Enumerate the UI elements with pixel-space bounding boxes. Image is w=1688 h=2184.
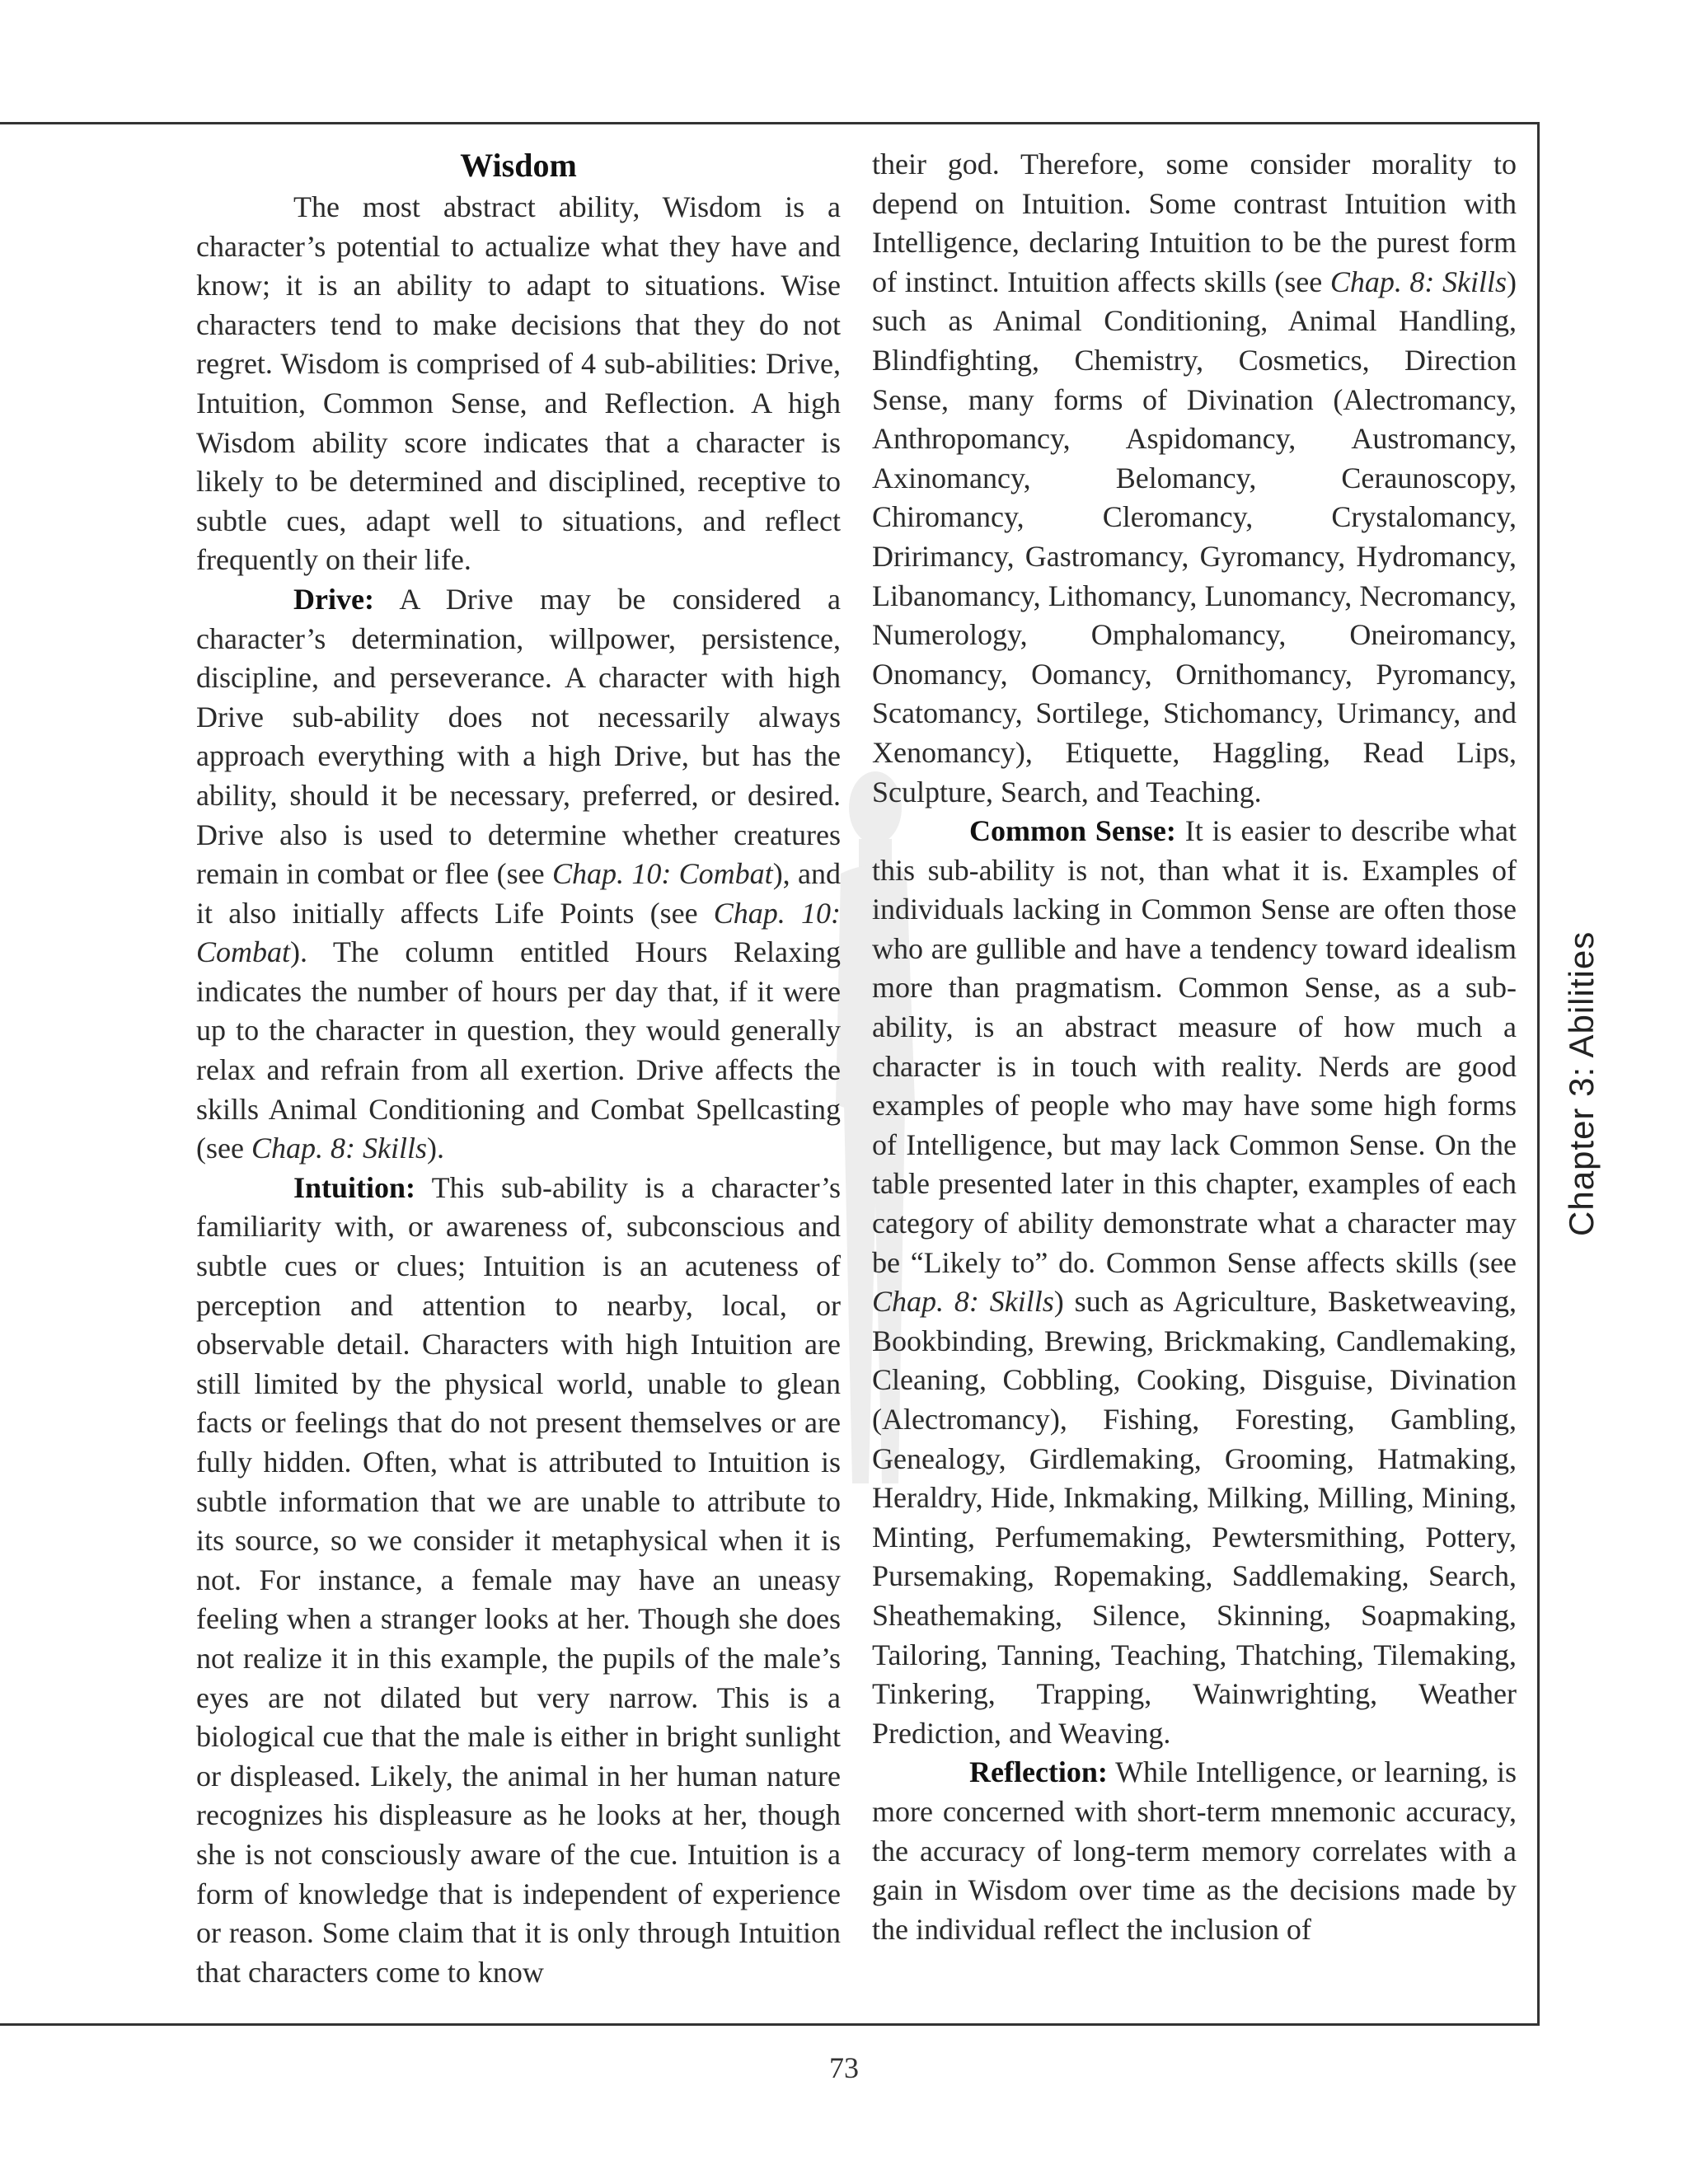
drive-text-a: A Drive may be considered a character’s determination, willpower, persistence, discipline, and perseverance. A character with high Drive sub-ability does not necessarily always approach everything with a high Drive, but has the ability, should it be necessary, preferred, or desired. Drive also is used to determine whether creatures remain in combat or flee (see bbox=[196, 582, 841, 891]
common-sense-ref-skills: Chap. 8: Skills bbox=[872, 1285, 1054, 1319]
chapter-title: Chapter 3: Abilities bbox=[1562, 930, 1601, 1236]
right-column bbox=[872, 145, 1517, 1991]
drive-paragraph bbox=[196, 580, 841, 1169]
intuition-continued-paragraph bbox=[872, 145, 1517, 812]
common-sense-text-b: ) such as Agriculture, Basketweaving, Bookbinding, Brewing, Brickmaking, Candlemaking, Cleaning, Cobbling, Cooking, Disguise, Divination (Alectromancy), Fishing, Foresting, Gambling, Genealogy, Girdlemaking, Grooming, Hatmaking, Heraldry, Hide, Inkmaking, Milking, Milling, Mining, Minting, Perfumemaking, Pewtersmithing, Pottery, Pursemaking, Ropemaking, Saddlemaking, Search, Sheathemaking, Silence, Skinning, Soapmaking, Tailoring, Tanning, Teaching, Thatching, Tilemaking, Tinkering, Trapping, Wainwrighting, Weather Prediction, and Weaving. bbox=[872, 1285, 1517, 1750]
drive-ref-skills: Chap. 8: Skills bbox=[251, 1132, 427, 1165]
intuition-label: Intuition: bbox=[293, 1170, 416, 1204]
common-sense-paragraph bbox=[872, 812, 1517, 1753]
drive-label: Drive: bbox=[293, 582, 374, 616]
intuition-text: This sub-ability is a character’s familiarity with, or awareness of, subconscious and subtle cues or clues; Intuition is an acuteness of perception and attention to nearby, local, or observable detail. Characters with high Intuition are still limited by the physical world, unable to glean facts or feelings that do not present themselves or are fully hidden. Often, what is attributed to Intuition is subtle information that we are unable to attribute to its source, so we consider it metaphysical when it is not. For instance, a female may have an uneasy feeling when a stranger looks at her. Though she does not realize it in this example, the pupils of the male’s eyes are not dilated but very narrow. This is a biological cue that the male is either in bright sunlight or displeased. Likely, the animal in her human nature recognizes his displeasure as he looks at her, though she is not consciously aware of the cue. Intuition is a form of knowledge that is independent of experience or reason. Some claim that it is only through Intuition that characters come to know bbox=[196, 1170, 841, 1989]
common-sense-text-a: It is easier to describe what this sub-ability is not, than what it is. Examples of individuals lacking in Common Sense are often those who are gullible and have a tendency toward idealism more than pragmatism. Common Sense, as a sub-ability, is an abstract measure of how much a character is in touch with reality. Nerds are good examples of people who may have some high forms of Intelligence, but may lack Common Sense. On the table presented later in this chapter, examples of each category of ability demonstrate what a character may be “Likely to” do. Common Sense affects skills (see bbox=[872, 814, 1517, 1279]
drive-text-c: ). The column entitled Hours Relaxing indicates the number of hours per day that, if it were up to the character in question, they would generally relax and refrain from all exertion. Drive affects the skills Animal Conditioning and Combat Spellcasting (see bbox=[196, 935, 841, 1165]
reflection-label: Reflection: bbox=[969, 1755, 1108, 1789]
drive-text-d: ). bbox=[426, 1132, 444, 1165]
intuition-cont-a: their god. Therefore, some consider morality to depend on Intuition. Some contrast Intuition with Intelligence, declaring Intuition to be the purest form of instinct. Intuition affects skills (see bbox=[872, 148, 1517, 298]
intuition-cont-b: ) such as Animal Conditioning, Animal Handling, Blindfighting, Chemistry, Cosmetics, Direction Sense, many forms of Divination (Alectromancy, Anthropomancy, Aspidomancy, Austromancy, Axinomancy, Belomancy, Ceraunoscopy, Chiromancy, Cleromancy, Crystalomancy, Dririmancy, Gastromancy, Gyromancy, Hydromancy, Libanomancy, Lithomancy, Lunomancy, Necromancy, Numerology, Omphalomancy, Oneiromancy, Onomancy, Oomancy, Ornithomancy, Pyromancy, Scatomancy, Sortilege, Stichomancy, Urimancy, and Xenomancy), Etiquette, Haggling, Read Lips, Sculpture, Search, and Teaching. bbox=[872, 265, 1517, 808]
drive-ref-combat-1: Chap. 10: Combat bbox=[551, 857, 773, 891]
drive-text-b: ), and it also initially affects Life Points (see bbox=[196, 857, 842, 930]
left-column bbox=[196, 145, 841, 1991]
section-heading: Wisdom bbox=[460, 147, 577, 184]
reflection-paragraph bbox=[872, 1753, 1517, 1949]
reflection-text: While Intelligence, or learning, is more concerned with short-term mnemonic accuracy, the accuracy of long-term memory correlates with a gain in Wisdom over time as the decisions made by the individual reflect the inclusion of bbox=[872, 1755, 1517, 1946]
common-sense-label: Common Sense: bbox=[969, 814, 1176, 848]
intuition-ref-skills: Chap. 8: Skills bbox=[1329, 265, 1507, 298]
page-number: 73 bbox=[829, 2051, 859, 2084]
wisdom-intro-paragraph: The most abstract ability, Wisdom is a character’s potential to actualize what they have and know; it is an ability to adapt to situations. Wise characters tend to make decisions that they do not regret. Wisdom is comprised of 4 sub-abilities: Drive, Intuition, Common Sense, and Reflection. A high Wisdom ability score indicates that a character is likely to be determined and disciplined, receptive to subtle cues, adapt well to situations, and reflect frequently on their life. bbox=[196, 190, 841, 577]
drive-ref-combat-2: Chap. 10: Combat bbox=[196, 896, 841, 969]
intuition-paragraph bbox=[196, 1169, 841, 1992]
